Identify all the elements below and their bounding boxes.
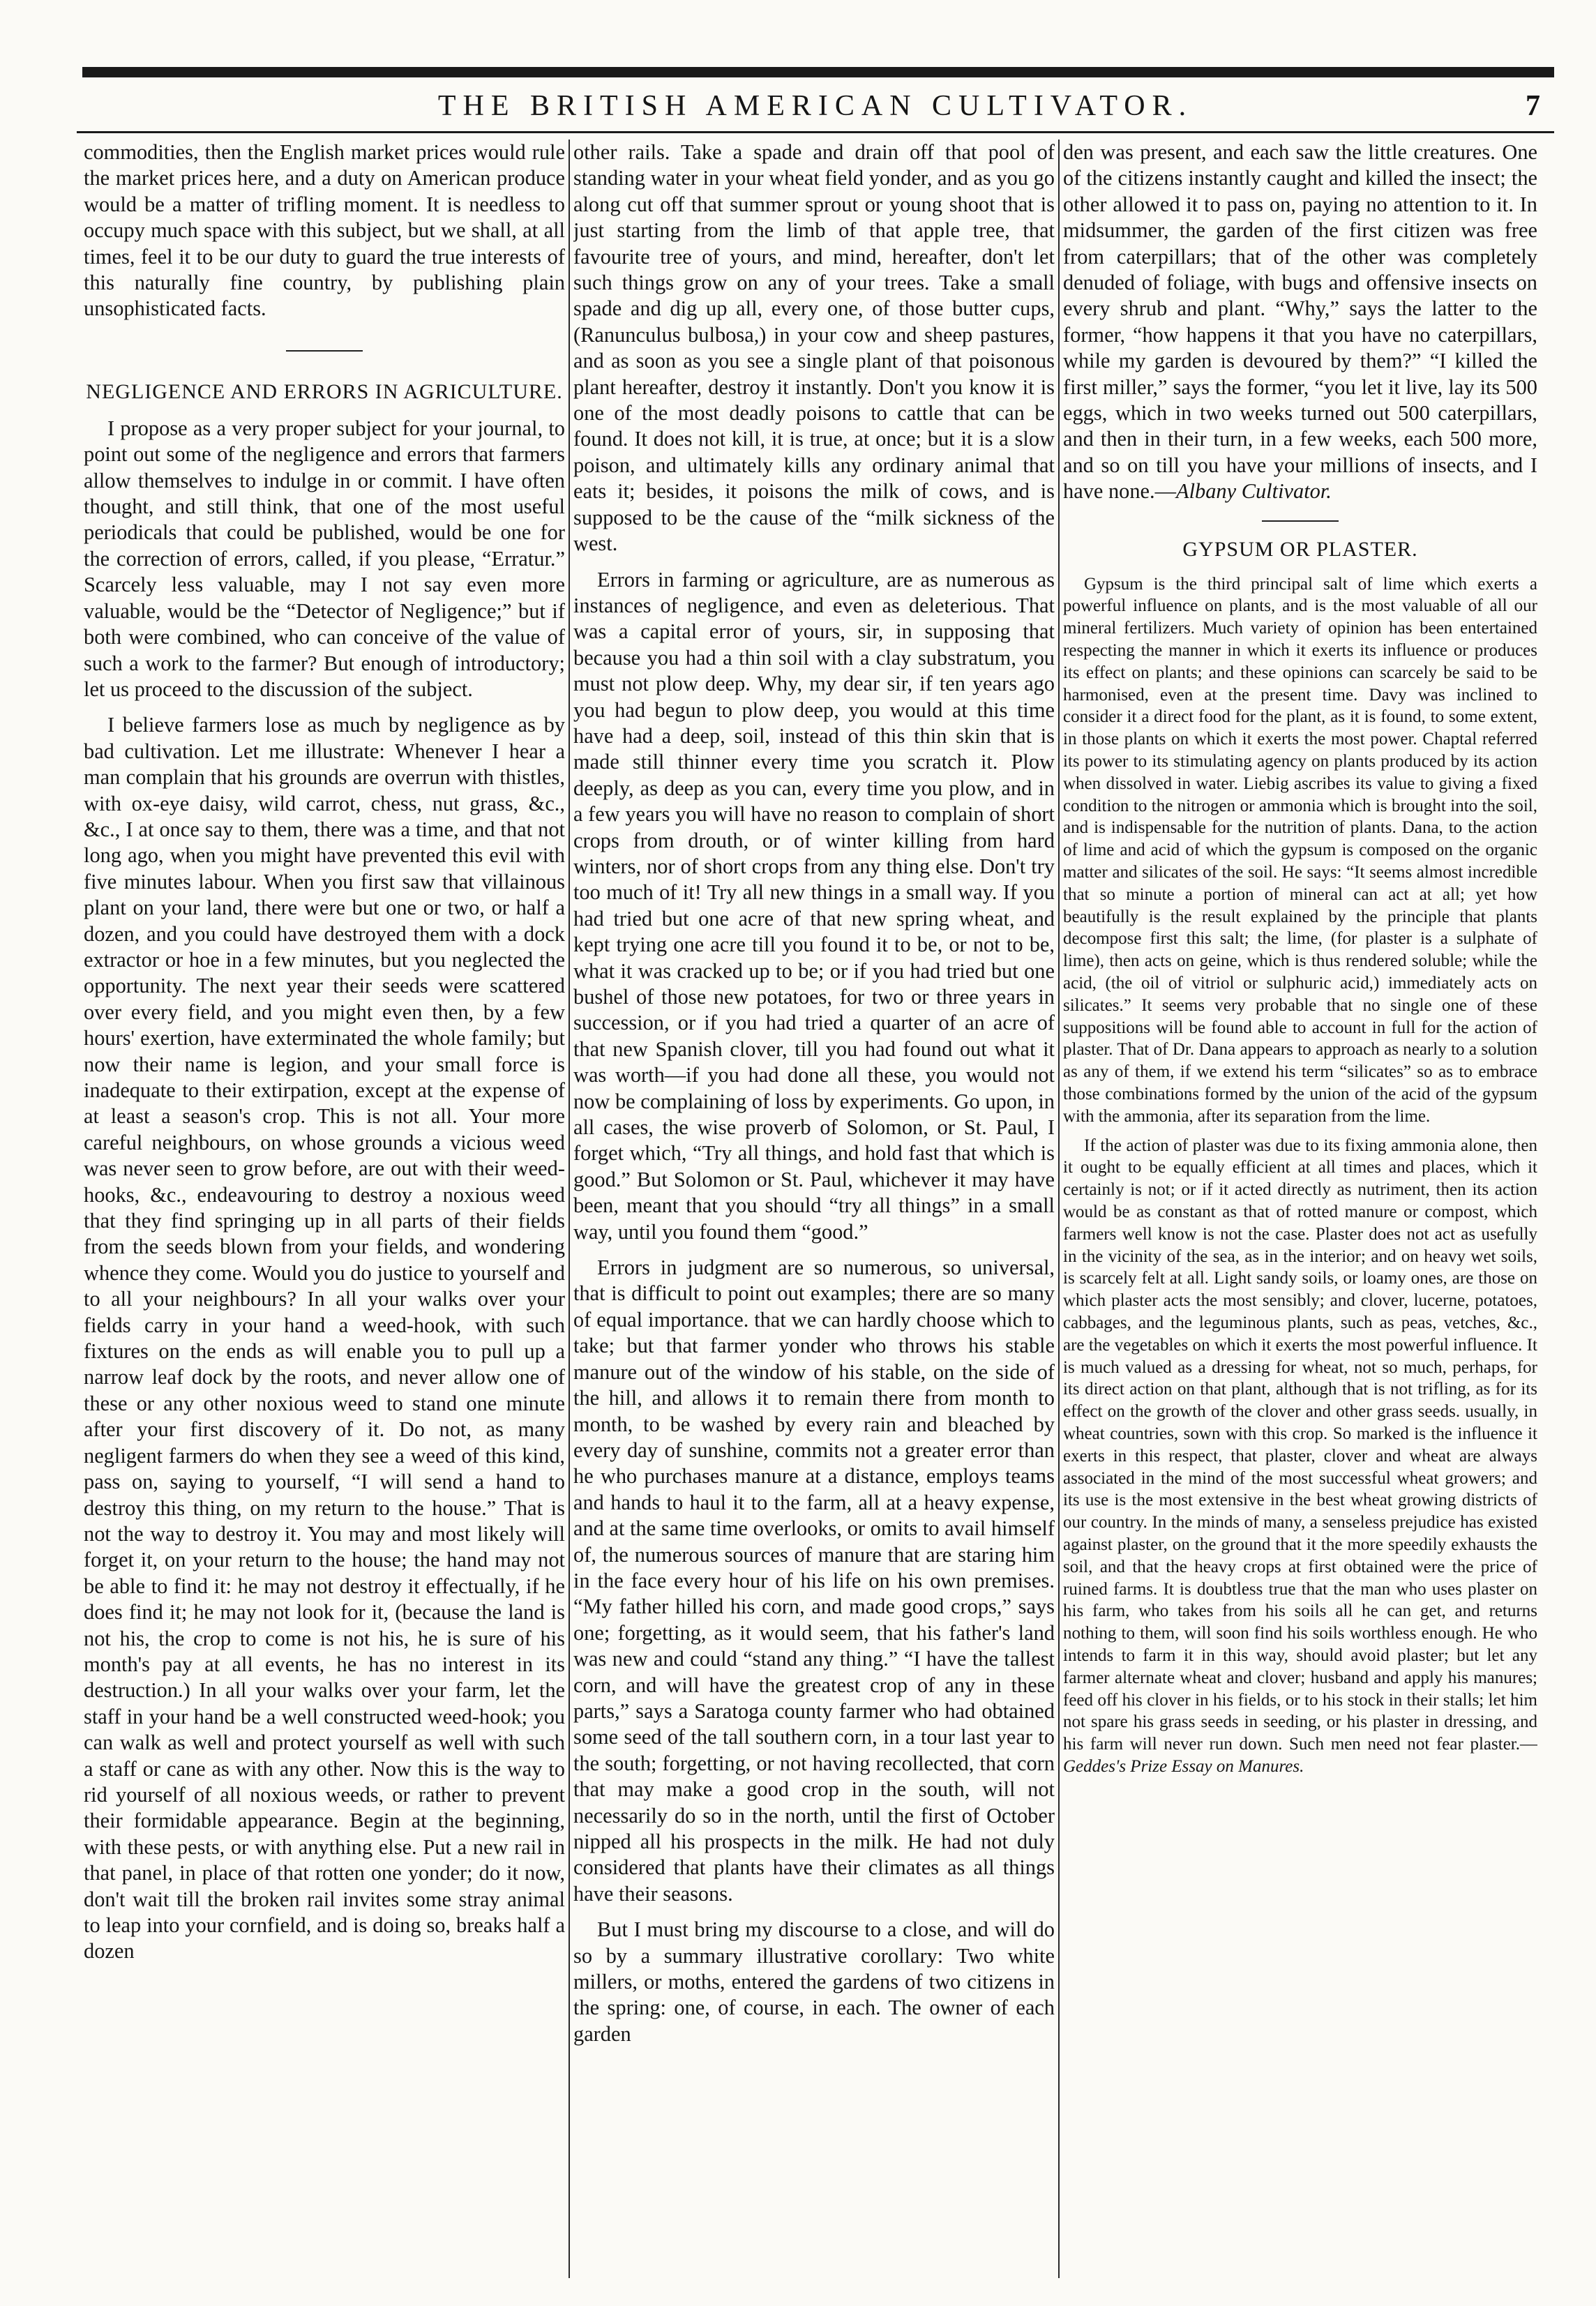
paragraph [1063, 140, 1537, 505]
paragraph: other rails. Take a spade and drain off that pool of standing water in your wheat field yonder, and as you go along cut off that summer sprout or young shoot that is just starting from the limb of that apple tree, that favourite tree of yours, and mind, hereafter, don't let such things grow on any of your trees. Take a small spade and dig up all, every one, of those butter cups, (Ranunculus bulbosa,) in your cow and sheep pastures, and as soon as you see a single plant of that poisonous plant hereafter, destroy it instantly. Don't you know it is one of the most deadly poisons to cattle that can be found. It does not kill, it is true, at once; but it is a slow poison, and ultimately kills any ordinary animal that eats it; besides, it poisons the milk of cows, and is supposed to be the cause of the “milk sickness of the west. [573, 140, 1055, 556]
paragraph: I believe farmers lose as much by negligence as by bad cultivation. Let me illustrate: Whenever I hear a man complain that his grounds are overrun with thistles, with ox-eye daisy, wild carrot, chess, nut grass, &c., &c., I at once say to them, there was a time, and that not long ago, when you might have prevented this evil with five minutes labour. When you first saw that villainous plant on your land, there were but one or two, or half a dozen, and you could have destroyed them with a dock extractor or hoe in a few minutes, but you neglected the opportunity. The next year their seeds were scattered over every field, and you might even then, by a few hours' exertion, have exterminated the whole family; but now their name is legion, and your small force is inadequate to their extirpation, except at the expense of at least a season's crop. This is not all. Your more careful neighbours, on whose grounds a vicious weed was never seen to grow before, are out with their weed-hooks, &c., endeavouring to destroy a noxious weed that they find springing up in all parts of their fields from the seeds blown from your fields, and wondering whence they come. Would you do justice to yourself and to all your neighbours? In all your walks over your fields carry in your hand a weed-hook, with such fixtures on the ends as will enable you to pull up a narrow leaf dock by the roots, and never allow one of these or any other noxious weed to stand one minute after your first discovery of it. Do not, as many negligent farmers do when they see a weed of this kind, pass on, saying to yourself, “I will send a hand to destroy this thing, on my return to the house.” That is not the way to destroy it. You may and most likely will forget it, on your return to the house; the hand may not be able to find it: he may not destroy it effectually, if he does find it; he may not look for it, (because the land is not his, the crop to come is not his, he is sure of his month's pay at all events, he has no interest in its destruction.) In all your walks over your farm, let the staff in your hand be a well constructed weed-hook; you can walk as well and protect yourself as well with such a staff or cane as with any other. Now this is the way to rid yourself of all noxious weeds, or rather to prevent their formidable appearance. Begin at the beginning, with these pests, or with anything else. Put a new rail in that panel, in place of that rotten one yonder; do it now, don't wait till the broken rail invites some stray animal to leap into your cornfield, and is doing so, breaks half a dozen [84, 713, 565, 1964]
column-3 [1063, 140, 1537, 2278]
header-rule [77, 131, 1554, 133]
paragraph: Errors in judgment are so numerous, so universal, that is difficult to point out examples; there are so many of equal importance. that we can hardly choose which to take; but that farmer yonder who throws his stable manure out of the window of his stable, on the side of the hill, and allows it to remain there from month to month, to be washed by every rain and bleached by every day of sunshine, commits not a greater error than he who purchases manure at a distance, employs teams and hands to haul it to the farm, all at a heavy expense, and at the same time overlooks, or omits to avail himself of, the numerous sources of manure that are staring him in the face every hour of his life on his own premises. “My father hilled his corn, and made good crops,” says one; forgetting, as it would seem, that his father's land was new and could “stand any thing.” “I have the tallest corn, and will have the greatest crop of any in these parts,” says a Saratoga county farmer who had obtained some seed of the tall southern corn, in a tour last year to the south; forgetting, or not having recollected, that corn that may make a good crop in the south, will not necessarily do so in the north, until the first of October nipped all his prospects in the milk. He had not duly considered that plants have their climates as all things have their seasons. [573, 1256, 1055, 1906]
paragraph: But I must bring my discourse to a close, and will do so by a summary illustrative corollary: Two white millers, or moths, entered the gardens of two citizens in the spring: one, of course, in each. The owner of each garden [573, 1917, 1055, 2046]
paragraph-text: den was present, and each saw the little creatures. One of the citizens instantly caught and killed the insect; the other allowed it to pass on, paying no attention to it. In midsummer, the garden of the first citizen was free from caterpillars; that of the other was completely denuded of foliage, with bugs and offensive insects on every shrub and plant. “Why,” says the latter to the former, “how happens it that you have no caterpillars, while my garden is devoured by them?” “I killed the first miller,” says the former, “you let it live, lay its 500 eggs, which in two weeks turned out 500 caterpillars, and then in their turn, in a few weeks, each 500 more, and so on till you have your millions of insects, and I have none.— [1063, 140, 1537, 504]
column-rule [1058, 140, 1060, 2278]
source-credit: Geddes's Prize Essay on Manures. [1063, 1756, 1304, 1776]
top-rule [82, 67, 1554, 77]
article-title: GYPSUM OR PLASTER. [1182, 537, 1418, 561]
column-rule [569, 140, 570, 2278]
paragraph: commodities, then the English market prices would rule the market prices here, and a duty on American produce would be a matter of trifling moment. It is needless to occupy much space with this subject, but we shall, at all times, feel it to be our duty to guard the true interests of this naturally fine country, by publishing plain unsophisticated facts. [84, 140, 565, 321]
column-1 [84, 140, 565, 2278]
section-divider [286, 350, 363, 352]
paragraph: I propose as a very proper subject for your journal, to point out some of the negligence and errors that farmers allow themselves to indulge in or commit. I have often thought, and still think, that one of the most useful periodicals that could be published, would be one for the correction of errors, called, if you please, “Erratur.” Scarcely less valuable, may I not say even more valuable, would be the “Detector of Negligence;” but if both were combined, who can conceive of the value of such a work to the farmer? But enough of introductory; let us proceed to the discussion of the subject. [84, 416, 565, 701]
column-2 [573, 140, 1055, 2278]
running-head: THE BRITISH AMERICAN CULTIVATOR. [437, 90, 1194, 122]
paragraph: Gypsum is the third principal salt of lime which exerts a powerful influence on plants, and is the most valuable of all our mineral fertilizers. Much variety of opinion has been entertained respecting the manner in which it exerts its influence or produces its effect on plants; and these opinions can scarcely be said to be harmonised, even at the present time. Davy was inclined to consider it a direct food for the plant, as it is found, to some extent, in those plants on which it exerts the most power. Chaptal referred its power to its stimulating agency on plants produced by its action when dissolved in water. Liebig ascribes its value to giving a fixed condition to the nitrogen or ammonia which is brought into the soil, and is indispensable for the nutrition of plants. Dana, to the action of lime and acid of which the gypsum is composed on the organic matter and silicates of the soil. He says: “It seems almost incredible that so minute a portion of mineral can act at all; yet how beautifully is the result explained by the principle that plants decompose first this salt; the lime, (for plaster is a sulphate of lime), then acts on geine, which is thus rendered soluble; while the acid, (the oil of vitriol or sulphuric acid,) immediately acts on silicates.” It seems very probable that no single one of these suppositions will be found able to account in full for the action of plaster. That of Dr. Dana appears to approach as nearly to a solution as any of them, if we extend his term “silicates” so as to embrace those combinations formed by the union of the acid of the gypsum with the ammonia, after its separation from the lime. [1063, 574, 1537, 1126]
section-divider [1262, 520, 1339, 522]
page-number: 7 [1526, 90, 1540, 122]
article-body [1063, 573, 1537, 1778]
paragraph-text: If the action of plaster was due to its fixing ammonia alone, then it ought to be equally efficient at all times and places, which it certainly is not; or if it acted directly as nutriment, then its action would be as constant as that of rotted manure or compost, which farmers well know is not the case. Plaster does not act as usefully in the vicinity of the sea, as in the interior; and on heavy wet soils, is scarcely felt at all. Light sandy soils, or loamy ones, are those on which plaster acts the most sensibly; and clover, lucerne, potatoes, cabbages, and the leguminous plants, such as peas, vetches, &c., are the vegetables on which it exerts the most powerful influence. It is much valued as a dressing for wheat, not so much, perhaps, for its direct action on that plant, although that is not trifling, as for its effect on the growth of the clover and other grass seeds. usually, in wheat countries, sown with this crop. So marked is the influence it exerts in this respect, that plaster, clover and wheat are always associated in the mind of the most successful wheat growers; and its use is the most extensive in the best wheat growing districts of our country. In the minds of many, a senseless prejudice has existed against plaster, on the ground that it the more speedily exhausts the soil, and that the heavy crops at first obtained were the price of ruined farms. It is doubtless true that the man who uses plaster on his farm, who takes from his soils all he can get, and returns nothing to them, will soon find his soils worthless enough. He who intends to farm it in this way, should avoid plaster; but let any farmer alternate wheat and clover; husband and apply his manures; feed off his clover in his fields, or to his stock in their stalls; let him not spare his grass seeds in seeding, or his plaster in dressing, and his farm will never run down. Such men need not fear plaster.— [1063, 1136, 1537, 1754]
source-credit: Albany Cultivator. [1176, 479, 1332, 504]
paragraph: Errors in farming or agriculture, are as numerous as instances of negligence, and even as deleterious. That was a capital error of yours, sir, in supposing that because you had a thin soil with a clay substratum, you must not plow deep. Why, my dear sir, if ten years ago you had begun to plow deep, you would at this time have had a deep, soil, instead of this thin skin that is made still thinner every time you scratch it. Plow deeply, as deep as you can, every time you plow, and in a few years you will have no reason to complain of short crops from drouth, or of winter killing from hard winters, nor of short crops from any thing else. Don't try too much of it! Try all new things in a small way. If you had tried but one acre of that new spring wheat, and kept trying one acre till you found it to be, or not to be, what it was cracked up to be; or if you had tried but one bushel of those new potatoes, for two or three years in succession, or if you had tried a quarter of an acre of that new Spanish clover, till you had found out what it was worth—if you had done all these, you would not now be complaining of loss by experiments. Go upon, in all cases, the wise proverb of Solomon, or St. Paul, I forget which, “Try all things, and hold fast that which is good.” But Solomon or St. Paul, whichever it may have been, meant that you should “try all things” in a small way, until you found them “good.” [573, 567, 1055, 1244]
paragraph [1063, 1135, 1537, 1778]
article-title: NEGLIGENCE AND ERRORS IN AGRICULTURE. [86, 379, 563, 403]
